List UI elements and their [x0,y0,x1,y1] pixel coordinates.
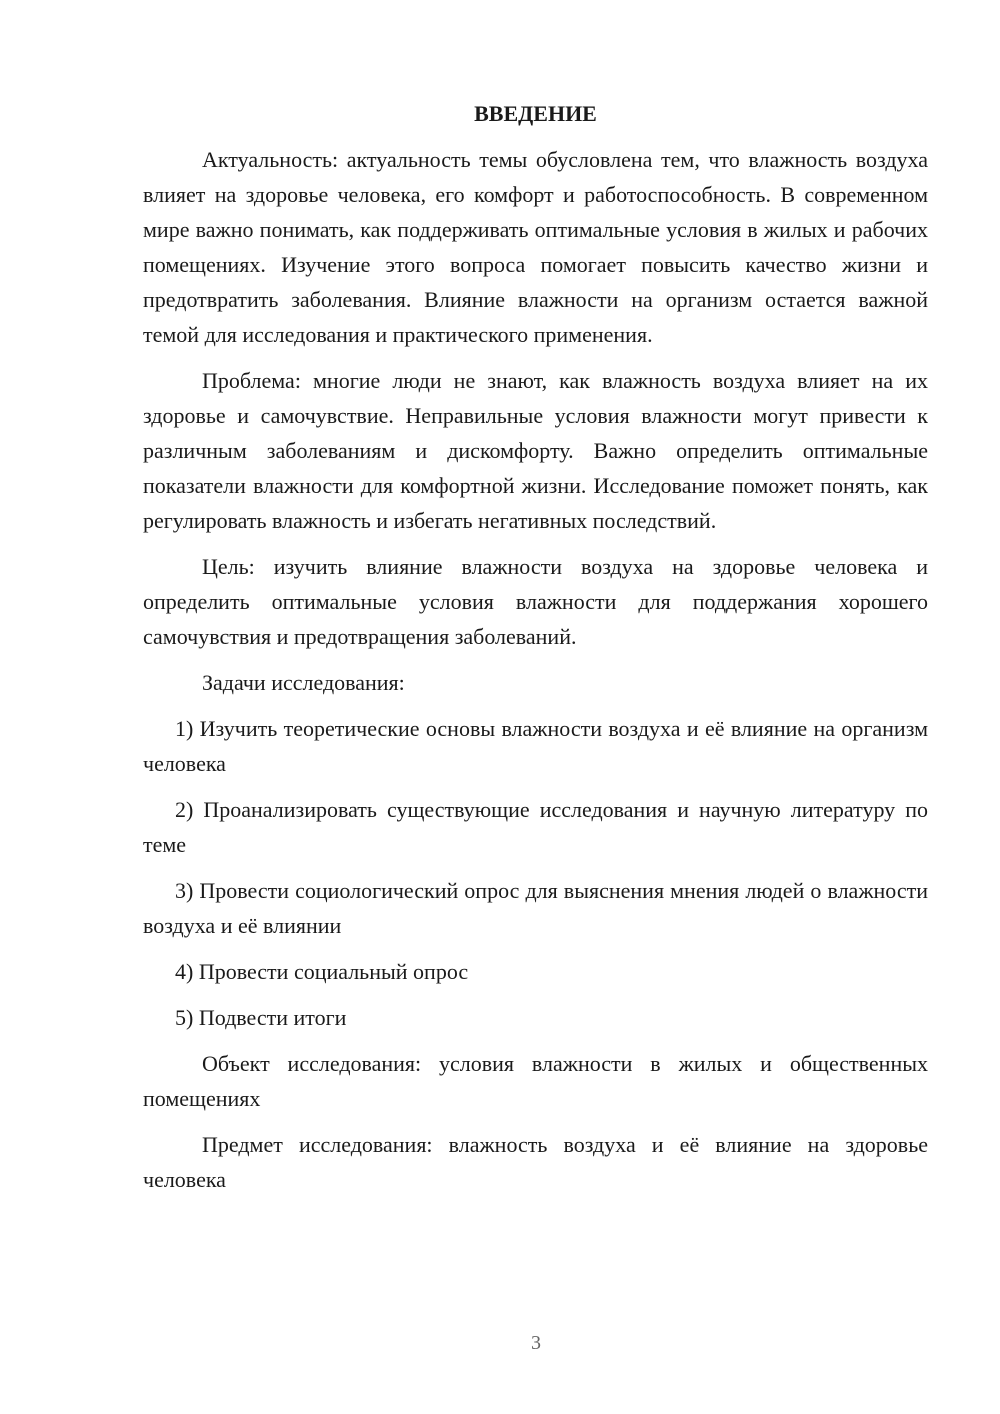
tasks-intro: Задачи исследования: [202,670,405,695]
subject-paragraph: Предмет исследования: влажность воздуха и её влияние на здоровье человека [143,1132,928,1192]
problem-paragraph: Проблема: многие люди не знают, как влажность воздуха влияет на их здоровье и самочувствие. Неправильные условия влажности могут привести к различным заболеваниям и дискомфорту. Важно определить оптимальные показатели влажности для комфортной жизни. Исследование поможет понять, как регулировать влажность и избегать негативных последствий. [143,368,928,533]
list-item: 4) Провести социальный опрос [175,959,469,984]
goal-paragraph: Цель: изучить влияние влажности воздуха на здоровье человека и определить оптимальные условия влажности для поддержания хорошего самочувствия и предотвращения заболеваний. [143,554,928,649]
page-number: 3 [531,1332,541,1354]
tasks-list [143,711,928,1035]
object-paragraph: Объект исследования: условия влажности в жилых и общественных помещениях [143,1051,928,1111]
relevance-paragraph: Актуальность: актуальность темы обусловлена тем, что влажность воздуха влияет на здоровье человека, его комфорт и работоспособность. В современном мире важно понимать, как поддерживать оптимальные условия в жилых и рабочих помещениях. Изучение этого вопроса помогает повысить качество жизни и предотвратить заболевания. Влияние влажности на организм остается важной темой для исследования и практического применения. [143,147,928,347]
list-item: 1) Изучить теоретические основы влажности воздуха и её влияние на организм человека [143,716,928,776]
section-heading: ВВЕДЕНИЕ [474,101,597,126]
page-content [143,96,928,1208]
list-item: 3) Провести социологический опрос для выяснения мнения людей о влажности воздуха и её влиянии [143,878,928,938]
list-item: 2) Проанализировать существующие исследования и научную литературу по теме [143,797,928,857]
list-item: 5) Подвести итоги [175,1005,347,1030]
